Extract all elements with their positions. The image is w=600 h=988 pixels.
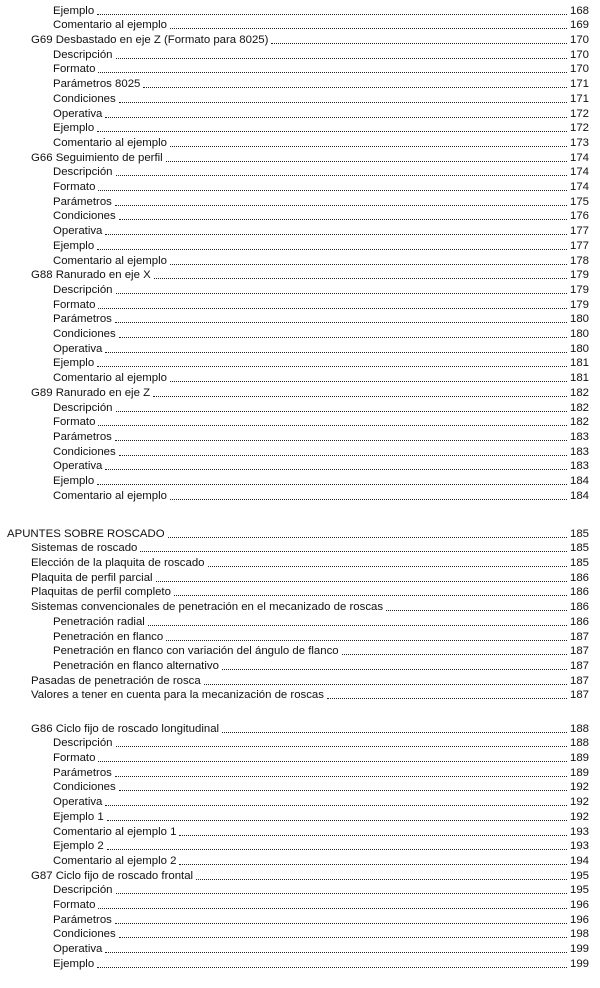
- toc-page-number: 170: [569, 48, 589, 61]
- toc-entry[interactable]: [31, 600, 589, 615]
- toc-entry[interactable]: [53, 839, 589, 854]
- toc-entry[interactable]: [31, 268, 589, 283]
- toc-page-number: 181: [569, 372, 589, 385]
- toc-page-number: 180: [569, 342, 589, 355]
- toc-page-number: 184: [569, 489, 589, 502]
- toc-page-number: 171: [569, 92, 589, 105]
- toc-entry[interactable]: [53, 459, 589, 474]
- toc-page-number: 169: [569, 19, 589, 32]
- toc-entry[interactable]: [31, 868, 589, 883]
- dot-leader: [153, 396, 567, 397]
- dot-leader: [143, 87, 567, 88]
- toc-page-number: 195: [569, 884, 589, 897]
- toc-entry-title: Ejemplo 1: [53, 810, 104, 823]
- toc-page-number: 198: [569, 928, 589, 941]
- toc-entry[interactable]: [53, 224, 589, 239]
- toc-page-number: 196: [569, 913, 589, 926]
- toc-entry[interactable]: [53, 897, 589, 912]
- toc-entry[interactable]: [53, 614, 589, 629]
- toc-entry-title: Formato: [53, 181, 96, 194]
- dot-leader: [115, 322, 567, 323]
- dot-leader: [166, 640, 567, 641]
- dot-leader: [105, 952, 567, 953]
- toc-entry[interactable]: [53, 927, 589, 942]
- toc-entry-title: Condiciones: [53, 210, 116, 223]
- toc-page-number: 186: [569, 586, 589, 599]
- dot-leader: [170, 28, 567, 29]
- dot-leader: [208, 566, 567, 567]
- dot-leader: [97, 366, 567, 367]
- toc-entry[interactable]: [31, 673, 589, 688]
- toc-entry[interactable]: [53, 135, 589, 150]
- toc-page-number: 180: [569, 328, 589, 341]
- toc-page-number: 181: [569, 357, 589, 370]
- toc-entry-title: G87 Ciclo fijo de roscado frontal: [31, 869, 194, 882]
- dot-leader: [115, 776, 567, 777]
- toc-entry-title: Parámetros: [53, 313, 112, 326]
- toc-entry[interactable]: [53, 644, 589, 659]
- toc-entry[interactable]: [31, 570, 589, 585]
- toc-page-number: 170: [569, 63, 589, 76]
- toc-page-number: 186: [569, 615, 589, 628]
- dot-leader: [105, 352, 567, 353]
- toc-entry[interactable]: [53, 77, 589, 92]
- toc-entry-title: Parámetros: [53, 195, 112, 208]
- toc-entry[interactable]: [53, 91, 589, 106]
- toc-entry-title: Sistemas convencionales de penetración en el mecanizado de roscas: [31, 601, 384, 614]
- toc-page-number: 187: [569, 659, 589, 672]
- toc-entry[interactable]: [53, 209, 589, 224]
- dot-leader: [119, 455, 567, 456]
- toc-entry-title: Descripción: [53, 401, 113, 414]
- toc-entry[interactable]: [31, 688, 589, 703]
- toc-entry-title: Operativa: [53, 460, 103, 473]
- toc-entry-title: Ejemplo: [53, 475, 95, 488]
- toc-entry-title: Formato: [53, 298, 96, 311]
- dot-leader: [97, 484, 567, 485]
- toc-page-number: 199: [569, 943, 589, 956]
- dot-leader: [154, 278, 567, 279]
- dot-leader: [98, 308, 567, 309]
- toc-page-number: 175: [569, 195, 589, 208]
- dot-leader: [386, 610, 567, 611]
- dot-leader: [119, 937, 567, 938]
- toc-entry[interactable]: [53, 765, 589, 780]
- toc-entry-title: Formato: [53, 752, 96, 765]
- dot-leader: [271, 43, 567, 44]
- toc-page-number: 193: [569, 825, 589, 838]
- toc-entry-title: Ejemplo: [53, 957, 95, 970]
- toc-entry-title: G89 Ranurado en eje Z: [31, 386, 151, 399]
- toc-entry[interactable]: [53, 106, 589, 121]
- dot-leader: [196, 879, 567, 880]
- toc-entry[interactable]: [31, 585, 589, 600]
- toc-entry-title: Condiciones: [53, 928, 116, 941]
- toc-entry-title: Parámetros 8025: [53, 78, 141, 91]
- toc-entry[interactable]: [53, 750, 589, 765]
- toc-entry-title: Condiciones: [53, 92, 116, 105]
- dot-leader: [115, 923, 567, 924]
- toc-page-number: 174: [569, 181, 589, 194]
- toc-page-number: 182: [569, 386, 589, 399]
- toc-entry-title: Parámetros: [53, 766, 112, 779]
- toc-page-number: 195: [569, 869, 589, 882]
- toc-page-number: 178: [569, 254, 589, 267]
- toc-entry-title: Condiciones: [53, 445, 116, 458]
- toc-page-number: 172: [569, 107, 589, 120]
- dot-leader: [342, 654, 567, 655]
- toc-entry[interactable]: [53, 736, 589, 751]
- toc-entry-title: Elección de la plaquita de roscado: [31, 557, 205, 570]
- toc-page-number: 192: [569, 781, 589, 794]
- toc-entry-title: Formato: [53, 899, 96, 912]
- toc-entry-title: G86 Ciclo fijo de roscado longitudinal: [31, 722, 220, 735]
- dot-leader: [98, 72, 567, 73]
- toc-page-number: 185: [569, 557, 589, 570]
- toc-entry[interactable]: [53, 824, 589, 839]
- toc-entry[interactable]: [53, 429, 589, 444]
- toc-page-number: 188: [569, 737, 589, 750]
- toc-entry[interactable]: [53, 253, 589, 268]
- toc-entry-title: Comentario al ejemplo 2: [53, 854, 177, 867]
- dot-leader: [174, 595, 567, 596]
- toc-entry-title: Descripción: [53, 48, 113, 61]
- toc-entry[interactable]: [53, 18, 589, 33]
- toc-entry[interactable]: [7, 526, 589, 541]
- dot-leader: [105, 469, 567, 470]
- toc-page-number: 185: [569, 527, 589, 540]
- dot-leader: [115, 440, 567, 441]
- toc-page-number: 183: [569, 430, 589, 443]
- toc-page-number: 188: [569, 722, 589, 735]
- dot-leader: [98, 190, 567, 191]
- toc-page-number: 171: [569, 78, 589, 91]
- toc-page-number: 179: [569, 298, 589, 311]
- toc-page-number: 176: [569, 210, 589, 223]
- dot-leader: [170, 146, 567, 147]
- toc-page-number: 192: [569, 810, 589, 823]
- dot-leader: [168, 537, 567, 538]
- toc-page-number: 183: [569, 445, 589, 458]
- toc-entry[interactable]: [53, 956, 589, 971]
- toc-page-number: 177: [569, 239, 589, 252]
- dot-leader: [204, 684, 567, 685]
- toc-entry-title: Plaquitas de perfil completo: [31, 586, 171, 599]
- toc-entry[interactable]: [53, 62, 589, 77]
- toc-entry-title: Ejemplo 2: [53, 840, 104, 853]
- toc-entry[interactable]: [53, 356, 589, 371]
- toc-entry[interactable]: [53, 326, 589, 341]
- dot-leader: [119, 102, 567, 103]
- dot-leader: [222, 732, 567, 733]
- toc-entry-title: Valores a tener en cuenta para la mecanización de roscas: [31, 689, 324, 702]
- toc-entry[interactable]: [53, 473, 589, 488]
- toc-page-number: 189: [569, 766, 589, 779]
- toc-entry-title: Penetración radial: [53, 615, 145, 628]
- toc-entry[interactable]: [53, 444, 589, 459]
- toc-entry-title: Comentario al ejemplo 1: [53, 825, 177, 838]
- dot-leader: [119, 337, 567, 338]
- dot-leader: [116, 175, 567, 176]
- dot-leader: [222, 669, 567, 670]
- toc-entry-title: Comentario al ejemplo: [53, 254, 167, 267]
- dot-leader: [98, 761, 567, 762]
- toc-entry-title: Ejemplo: [53, 357, 95, 370]
- toc-entry[interactable]: [53, 883, 589, 898]
- toc-entry[interactable]: [53, 238, 589, 253]
- toc-entry[interactable]: [53, 194, 589, 209]
- toc-page-number: 187: [569, 689, 589, 702]
- dot-leader: [140, 551, 567, 552]
- toc-entry-title: Parámetros: [53, 913, 112, 926]
- toc-entry[interactable]: [31, 385, 589, 400]
- toc-page-number: 184: [569, 475, 589, 488]
- dot-leader: [327, 698, 567, 699]
- toc-entry-title: Penetración en flanco alternativo: [53, 659, 219, 672]
- dot-leader: [179, 835, 567, 836]
- toc-entry-title: Operativa: [53, 107, 103, 120]
- toc-page-number: 187: [569, 645, 589, 658]
- toc-entry-title: Descripción: [53, 884, 113, 897]
- toc-entry-title: Ejemplo: [53, 4, 95, 17]
- toc-entry[interactable]: [31, 721, 589, 736]
- toc-entry-title: Penetración en flanco con variación del ángulo de flanco: [53, 645, 339, 658]
- dot-leader: [170, 499, 567, 500]
- toc-page-number: 192: [569, 796, 589, 809]
- dot-leader: [97, 14, 567, 15]
- toc-entry[interactable]: [53, 629, 589, 644]
- toc-page-number: 196: [569, 899, 589, 912]
- toc-entry[interactable]: [53, 179, 589, 194]
- toc-page-number: 182: [569, 401, 589, 414]
- toc-entry-title: Operativa: [53, 225, 103, 238]
- toc-entry-title: Ejemplo: [53, 239, 95, 252]
- toc-page-number: 168: [569, 4, 589, 17]
- toc-entry-title: Condiciones: [53, 328, 116, 341]
- toc-entry[interactable]: [53, 400, 589, 415]
- toc-entry[interactable]: [53, 488, 589, 503]
- toc-entry[interactable]: [31, 555, 589, 570]
- toc-entry-title: Condiciones: [53, 781, 116, 794]
- toc-page-number: 183: [569, 460, 589, 473]
- toc-entry[interactable]: [53, 795, 589, 810]
- dot-leader: [107, 849, 567, 850]
- toc-page-number: 194: [569, 854, 589, 867]
- toc-entry-title: Pasadas de penetración de rosca: [31, 674, 201, 687]
- toc-page-number: 199: [569, 957, 589, 970]
- toc-entry[interactable]: [53, 3, 589, 18]
- toc-entry[interactable]: [53, 809, 589, 824]
- dot-leader: [116, 58, 567, 59]
- toc-entry-title: Descripción: [53, 737, 113, 750]
- toc-entry[interactable]: [53, 341, 589, 356]
- dot-leader: [105, 805, 567, 806]
- toc-page-number: 193: [569, 840, 589, 853]
- dot-leader: [119, 219, 567, 220]
- toc-page-number: 185: [569, 542, 589, 555]
- dot-leader: [179, 864, 567, 865]
- toc-entry-title: Penetración en flanco: [53, 630, 164, 643]
- toc-page-number: 174: [569, 166, 589, 179]
- toc-entry-title: Operativa: [53, 796, 103, 809]
- toc-entry[interactable]: [53, 658, 589, 673]
- dot-leader: [115, 205, 567, 206]
- toc-entry[interactable]: [31, 541, 589, 556]
- toc-page-number: 177: [569, 225, 589, 238]
- toc-entry[interactable]: [53, 165, 589, 180]
- toc-entry-title: Parámetros: [53, 430, 112, 443]
- toc-entry-title: Plaquita de perfil parcial: [31, 571, 153, 584]
- toc-entry-title: Operativa: [53, 943, 103, 956]
- toc-page-number: 186: [569, 601, 589, 614]
- dot-leader: [97, 967, 567, 968]
- toc-entry-title: Ejemplo: [53, 122, 95, 135]
- dot-leader: [97, 131, 567, 132]
- toc-entry[interactable]: [31, 32, 589, 47]
- toc-page-number: 179: [569, 269, 589, 282]
- dot-leader: [105, 117, 567, 118]
- toc-page-number: 189: [569, 752, 589, 765]
- dot-leader: [170, 264, 567, 265]
- toc-entry-title: Operativa: [53, 342, 103, 355]
- toc-entry[interactable]: [53, 312, 589, 327]
- toc-entry-title: Sistemas de roscado: [31, 542, 138, 555]
- dot-leader: [148, 625, 567, 626]
- toc-page-number: 179: [569, 283, 589, 296]
- toc-entry-title: G88 Ranurado en eje X: [31, 269, 151, 282]
- toc-entry-title: Comentario al ejemplo: [53, 19, 167, 32]
- dot-leader: [116, 411, 567, 412]
- toc-page-number: 173: [569, 136, 589, 149]
- toc-page-number: 182: [569, 416, 589, 429]
- toc-page-number: 172: [569, 122, 589, 135]
- dot-leader: [98, 425, 567, 426]
- toc-entry-title: Comentario al ejemplo: [53, 136, 167, 149]
- dot-leader: [119, 790, 567, 791]
- dot-leader: [116, 893, 567, 894]
- toc-entry[interactable]: [31, 150, 589, 165]
- toc-entry[interactable]: [53, 47, 589, 62]
- toc-entry[interactable]: [53, 415, 589, 430]
- dot-leader: [107, 820, 567, 821]
- toc-page-number: 174: [569, 151, 589, 164]
- toc-page-number: 180: [569, 313, 589, 326]
- toc-entry[interactable]: [53, 942, 589, 957]
- dot-leader: [156, 581, 567, 582]
- dot-leader: [105, 234, 567, 235]
- dot-leader: [170, 381, 567, 382]
- toc-entry-title: Formato: [53, 63, 96, 76]
- toc-entry-title: APUNTES SOBRE ROSCADO: [7, 527, 165, 540]
- toc-entry-title: Comentario al ejemplo: [53, 372, 167, 385]
- toc-entry[interactable]: [53, 282, 589, 297]
- toc-entry-title: Formato: [53, 416, 96, 429]
- toc-entry-title: G69 Desbastado en eje Z (Formato para 8025): [31, 34, 269, 47]
- dot-leader: [116, 746, 567, 747]
- toc-page-number: 187: [569, 674, 589, 687]
- toc-entry-title: Descripción: [53, 166, 113, 179]
- toc-entry[interactable]: [53, 912, 589, 927]
- dot-leader: [116, 293, 567, 294]
- toc-page-number: 170: [569, 34, 589, 47]
- toc-page-number: 187: [569, 630, 589, 643]
- dot-leader: [166, 161, 567, 162]
- dot-leader: [97, 249, 567, 250]
- toc-entry[interactable]: [53, 780, 589, 795]
- dot-leader: [98, 908, 567, 909]
- toc-page-number: 186: [569, 571, 589, 584]
- toc-entry[interactable]: [53, 853, 589, 868]
- toc-entry-title: Comentario al ejemplo: [53, 489, 167, 502]
- toc-entry[interactable]: [53, 121, 589, 136]
- toc-entry-title: Descripción: [53, 283, 113, 296]
- toc-entry[interactable]: [53, 297, 589, 312]
- toc-entry-title: G66 Seguimiento de perfil: [31, 151, 163, 164]
- toc-entry[interactable]: [53, 371, 589, 386]
